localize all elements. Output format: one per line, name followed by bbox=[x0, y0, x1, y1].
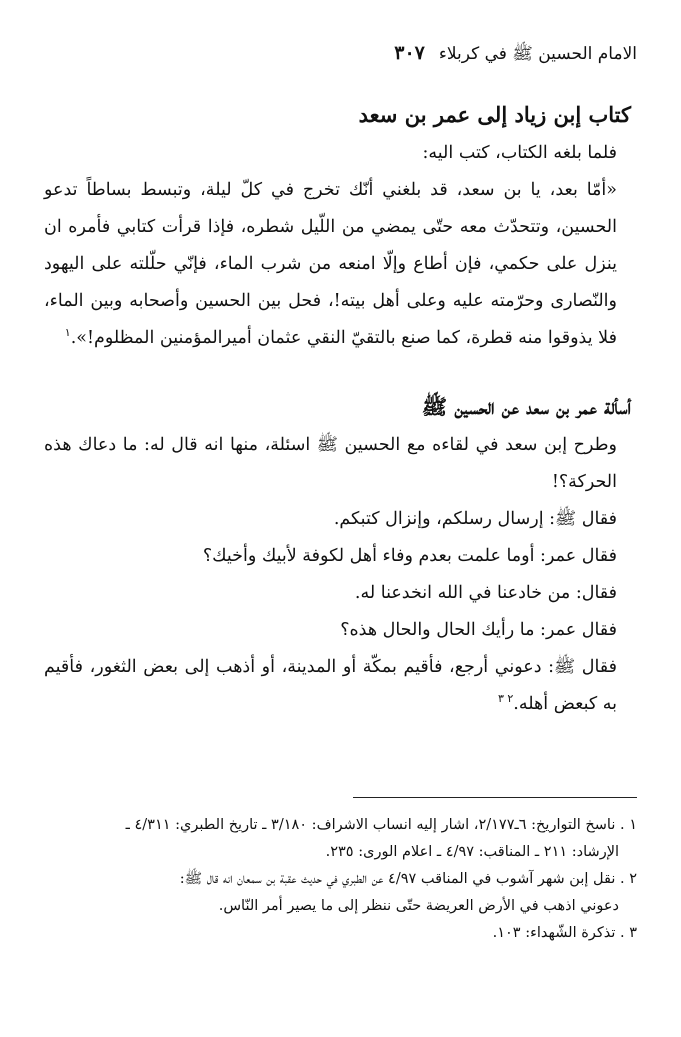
footnote-1: ١ . ناسخ التواريخ: ٦ـ٢/١٧٧، اشار إليه انساب الاشراف: ٣/١٨٠ ـ تاريخ الطبري: ٤/٣١١ ـ bbox=[125, 817, 637, 833]
letter-intro: فلما بلغه الكتاب، كتب اليه: bbox=[422, 143, 617, 163]
dialogue-line: فقال ﷺ: إرسال رسلكم، وإنزال كتبكم. bbox=[333, 509, 617, 529]
questions-intro: وطرح إبن سعد في لقاءه مع الحسين ﷺ اسئلة، منها انه قال له: ما دعاك هذه الحركة؟! bbox=[44, 435, 617, 492]
dialogue-last bbox=[44, 649, 637, 723]
dialogue-line: فقال: من خادعنا في الله انخدعنا له. bbox=[354, 583, 617, 603]
running-title: الامام الحسين ﷺ في كربلاء bbox=[438, 44, 637, 64]
dialogue-line: فقال عمر: ما رأيك الحال والحال هذه؟ bbox=[340, 620, 617, 640]
letter-text bbox=[44, 172, 637, 357]
dialogue-last-text: فقال ﷺ: دعوني أرجع، فأقيم بمكّة أو المدينة، أو أذهب إلى بعض الثغور، فأقيم به كبعض أهله. bbox=[44, 657, 617, 714]
page-header bbox=[44, 42, 637, 68]
main-text bbox=[44, 95, 637, 723]
section-heading-questions: أسألة عمر بن سعد عن الحسين ﷺ bbox=[421, 394, 631, 419]
footnote-2-cont: دعوني اذهب في الأرض العريضة حتّى ننظر إلى ما يصير أمر النّاس. bbox=[218, 898, 619, 914]
footnote-1-cont: الإرشاد: ٢١١ ـ المناقب: ٤/٩٧ ـ اعلام الورى: ٢٣٥. bbox=[325, 844, 619, 860]
footnote-markers-2-3: ٢ ٣ bbox=[497, 692, 514, 706]
letter-body: «أمّا بعد، يا بن سعد، قد بلغني أنّك تخرج في كلّ ليلة، وتبسط بساطاً تدعو الحسين، وتتحدّث معه حتّى يمضي من اللّيل شطره، فإذا قرأت كتابي فأمره ان ينزل على حكمي، فإن أطاع وإلّا امنعه من شرب الماء، فإنّي حلّلته على اليهود والنّصارى وحرّمته عليه وعلى أهل بيته!، فحل بين الحسين وأصحابه وبين الماء، فلا يذوقوا منه قطرة، كما صنع بالتقيّ النقي عثمان أميرالمؤمنين المظلوم!». bbox=[44, 180, 617, 348]
section-heading-letter: كتاب إبن زياد إلى عمر بن سعد bbox=[358, 102, 631, 127]
page-number: ٣٠٧ bbox=[394, 42, 425, 64]
footnote-2: ٢ . نقل إبن شهر آشوب في المناقب ٤/٩٧ عن الطبري في حديث عقبة بن سمعان انه قال ﷺ: bbox=[179, 871, 637, 887]
footnote-divider bbox=[353, 797, 637, 798]
footnote-marker-1: ١ bbox=[64, 326, 71, 340]
footnotes bbox=[44, 812, 637, 947]
dialogue-line: فقال عمر: أوما علمت بعدم وفاء أهل لكوفة لأبيك وأخيك؟ bbox=[202, 546, 617, 566]
footnote-3: ٣ . تذكرة الشّهداء: ١٠٣. bbox=[492, 925, 637, 941]
